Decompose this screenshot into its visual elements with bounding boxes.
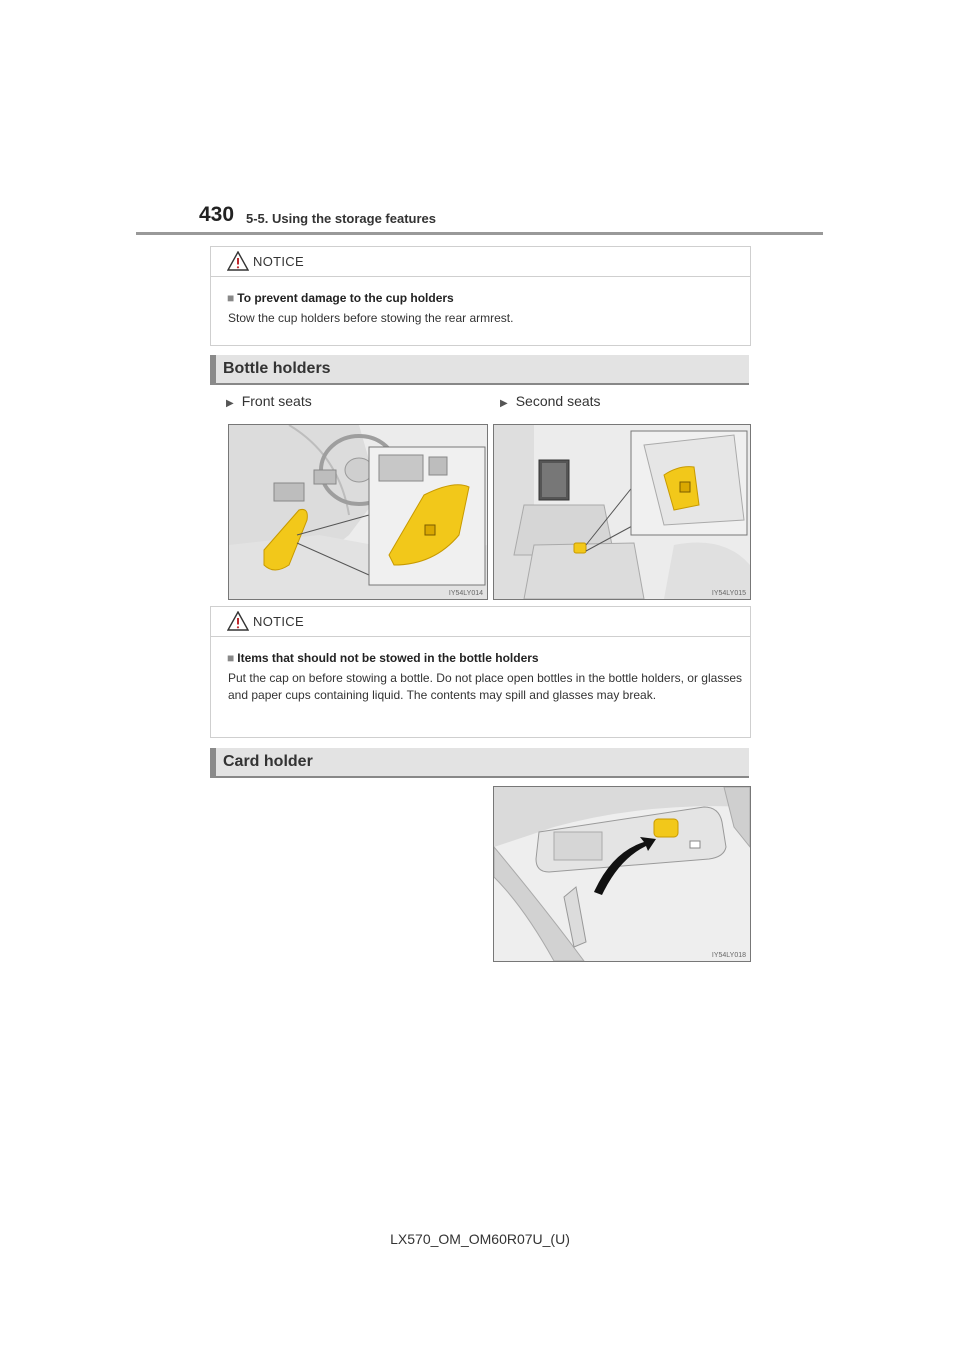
front-seats-drawing bbox=[229, 425, 487, 599]
caption-front-text: Front seats bbox=[241, 393, 312, 409]
page-number: 430 bbox=[199, 203, 235, 226]
notice-subheading bbox=[227, 651, 539, 665]
footer-doc-id: LX570_OM_OM60R07U_(U) bbox=[390, 1231, 570, 1247]
front-seats-illustration bbox=[228, 424, 488, 600]
notice-subheading-text: Items that should not be stowed in the bottle holders bbox=[237, 651, 539, 665]
second-seats-drawing bbox=[494, 425, 750, 599]
notice-header bbox=[211, 607, 750, 637]
heading-accent bbox=[210, 355, 216, 385]
warning-icon bbox=[227, 251, 249, 271]
heading-bottle-holders bbox=[210, 355, 749, 385]
notice-subheading-text: To prevent damage to the cup holders bbox=[237, 291, 454, 305]
square-bullet-icon: ■ bbox=[227, 651, 235, 665]
caption-second-seats bbox=[500, 393, 601, 409]
caption-front-seats bbox=[226, 393, 312, 409]
heading-card-holder bbox=[210, 748, 749, 778]
illustration-code: IY54LY014 bbox=[448, 590, 483, 597]
notice-body: Stow the cup holders before stowing the rear armrest. bbox=[228, 311, 514, 325]
illustration-code: IY54LY018 bbox=[711, 952, 746, 959]
notice-label: NOTICE bbox=[253, 614, 304, 629]
card-holder-illustration bbox=[493, 786, 751, 962]
second-seats-illustration bbox=[493, 424, 751, 600]
section-title: 5-5. Using the storage features bbox=[246, 211, 436, 226]
notice-body: Put the cap on before stowing a bottle. Do not place open bottles in the bottle holders, or glasses and paper cups containing liquid. The contents may spill and glasses may break. bbox=[228, 671, 742, 702]
notice-box-bottle-holders bbox=[210, 606, 751, 738]
triangle-bullet-icon: ▶ bbox=[500, 398, 508, 409]
notice-label: NOTICE bbox=[253, 254, 304, 269]
notice-subheading bbox=[227, 291, 454, 305]
illustration-code: IY54LY015 bbox=[711, 590, 746, 597]
notice-box-cup-holders bbox=[210, 246, 751, 346]
heading-accent bbox=[210, 748, 216, 778]
heading-text: Bottle holders bbox=[223, 360, 331, 377]
notice-header bbox=[211, 247, 750, 277]
caption-second-text: Second seats bbox=[515, 393, 601, 409]
card-holder-drawing bbox=[494, 787, 750, 961]
heading-text: Card holder bbox=[223, 753, 313, 770]
header-rule bbox=[136, 232, 823, 235]
triangle-bullet-icon: ▶ bbox=[226, 398, 234, 409]
warning-icon bbox=[227, 611, 249, 631]
square-bullet-icon: ■ bbox=[227, 291, 235, 305]
